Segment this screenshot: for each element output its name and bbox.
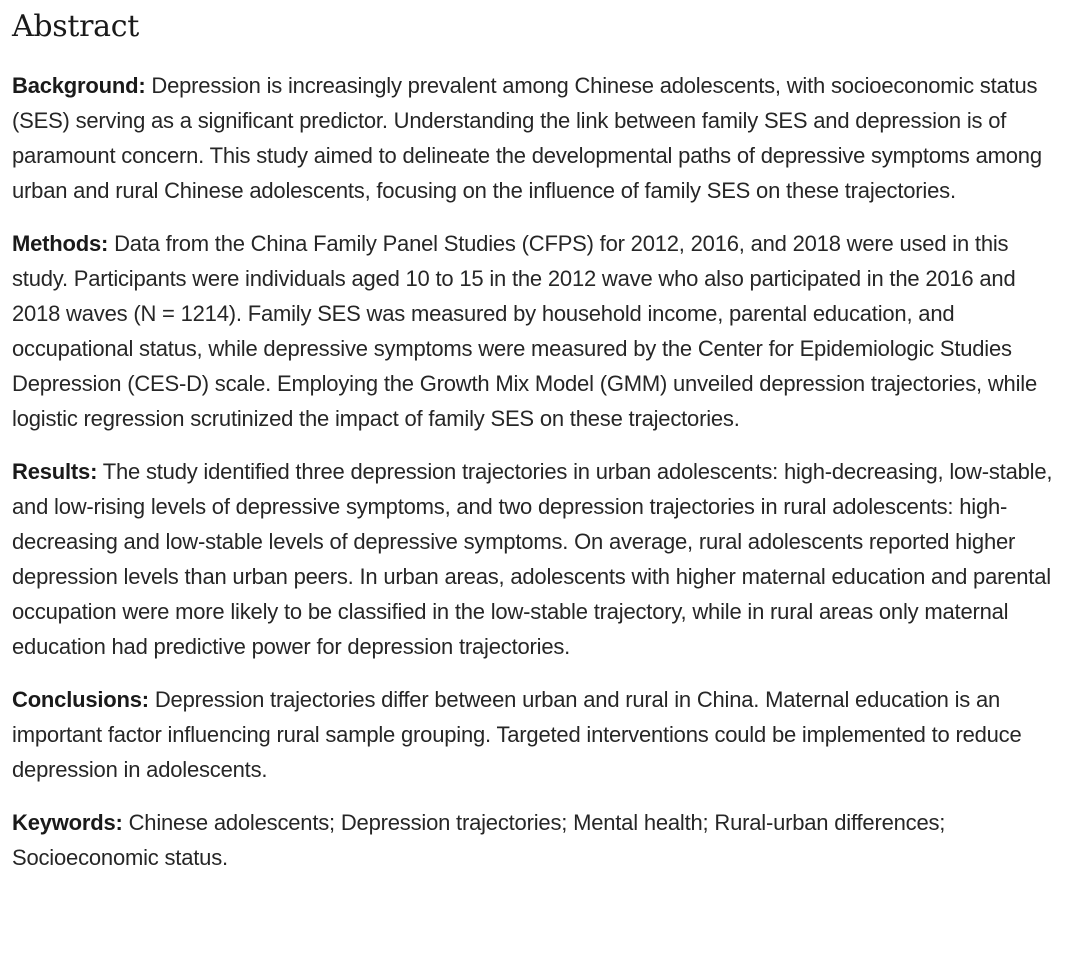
- background-paragraph: [12, 68, 1068, 208]
- keywords-paragraph: [12, 805, 1068, 875]
- methods-paragraph: [12, 226, 1068, 436]
- results-text: The study identified three depression trajectories in urban adolescents: high-decreasing, low-stable, and low-rising levels of depressive symptoms, and two depression trajectories in rural adolescents: high-decreasing and low-stable levels of depressive symptoms. On average, rural adolescents reported higher depression levels than urban peers. In urban areas, adolescents with higher maternal education and parental occupation were more likely to be classified in the low-stable trajectory, while in rural areas only maternal education had predictive power for depression trajectories.: [12, 459, 1053, 659]
- conclusions-text: Depression trajectories differ between urban and rural in China. Maternal education is an important factor influencing rural sample grouping. Targeted interventions could be implemented to reduce depression in adolescents.: [12, 687, 1022, 782]
- methods-label: Methods:: [12, 231, 109, 256]
- abstract-section: [12, 8, 1068, 893]
- conclusions-label: Conclusions:: [12, 687, 149, 712]
- methods-text: Data from the China Family Panel Studies (CFPS) for 2012, 2016, and 2018 were used in this study. Participants were individuals aged 10 to 15 in the 2012 wave who also participated in the 2016 and 2018 waves (N = 1214). Family SES was measured by household income, parental education, and occupational status, while depressive symptoms were measured by the Center for Epidemiologic Studies Depression (CES-D) scale. Employing the Growth Mix Model (GMM) unveiled depression trajectories, while logistic regression scrutinized the impact of family SES on these trajectories.: [12, 231, 1037, 431]
- background-text: Depression is increasingly prevalent among Chinese adolescents, with socioeconomic status (SES) serving as a significant predictor. Understanding the link between family SES and depression is of paramount concern. This study aimed to delineate the developmental paths of depressive symptoms among urban and rural Chinese adolescents, focusing on the influence of family SES on these trajectories.: [12, 73, 1042, 203]
- abstract-heading: Abstract: [12, 9, 140, 44]
- results-paragraph: [12, 454, 1068, 664]
- keywords-text: Chinese adolescents; Depression trajectories; Mental health; Rural-urban differences; Socioeconomic status.: [12, 810, 946, 870]
- background-label: Background:: [12, 73, 146, 98]
- keywords-label: Keywords:: [12, 810, 123, 835]
- results-label: Results:: [12, 459, 98, 484]
- conclusions-paragraph: [12, 682, 1068, 787]
